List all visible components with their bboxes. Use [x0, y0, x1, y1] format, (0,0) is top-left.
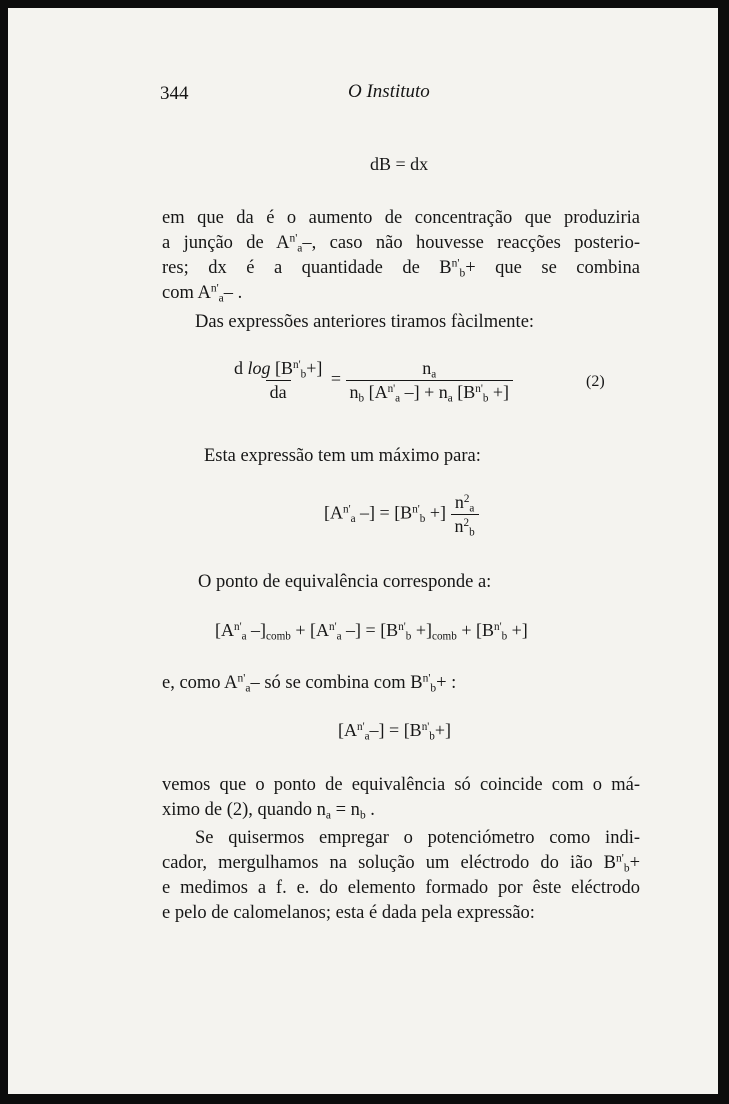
para7-line3: e medimos a f. e. do elemento formado por êste eléctrodo [162, 878, 640, 898]
para1-line4: com $A^{n'}_a-$ . [162, 282, 243, 305]
para5: e, como $A^{n'}_a-$ só se combina com $B^{n'}_b+$ : [162, 672, 457, 695]
running-title: O Instituto [348, 81, 430, 102]
para4: O ponto de equivalência corresponde a: [198, 572, 492, 592]
para1-line2: a junção de $A^{n'}_a-$, caso não houvesse reacções posterio- [162, 232, 640, 255]
para7-line1: Se quisermos empregar o potenciómetro como indi- [195, 828, 640, 848]
para2: Das expressões anteriores tiramos fàcilmente: [195, 312, 535, 332]
para3: Esta expressão tem um máximo para: [204, 446, 481, 466]
equation-equivalence: [$A^{n'}_a$ $-]_{comb} + [A^{n'}_a$ –] = $[B^{n'}_b +]_{comb} + [B^{n'}_b$ +] [215, 620, 528, 643]
eq2-lhs-fraction: $\frac{d \log [B^{n'}_b+]}{da}$ [234, 358, 323, 402]
equation-number: (2) [586, 373, 605, 390]
para6-line1: vemos que o ponto de equivalência só coincide com o má- [162, 775, 640, 795]
equation-combination: $[A^{n'}_a-] = [B^{n'}_b+]$ [338, 720, 452, 743]
equation-maximum: [$A^{n'}_a$ –] = [$B^{n'}_b$ +] $\frac{n^2_a}{n^2_b}$ [324, 492, 479, 537]
para7-line2: cador, mergulhamos na solução um eléctrodo do ião $B^{n'}_b+$ [162, 852, 640, 875]
eq3-fraction: $\frac{n^2_a}{n^2_b}$ [451, 492, 479, 537]
page-number: 344 [160, 83, 189, 104]
para6-line2: ximo de (2), quando $n_a = n_b$ . [162, 800, 375, 822]
eq2-rhs-fraction: $\frac{n_a}{n_b [A^{n'}_a -] + n_a [B^{n'}_b +]}$ [346, 358, 514, 403]
para7-line4: e pelo de calomelanos; esta é dada pela expressão: [162, 903, 535, 923]
equation-2: $\frac{d \log [B^{n'}_b+]}{da}$ = $\frac{n_a}{n_b [A^{n'}_a -] + n_a [B^{n'}_b +]}$ [230, 358, 513, 403]
para1-line1: em que da é o aumento de concentração que produziria [162, 208, 640, 228]
para1-line3: res; dx é a quantidade de $B^{n'}_b+$ que se combina [162, 257, 640, 280]
page [8, 8, 718, 1094]
equation-db-dx: dB = dx [370, 154, 429, 174]
